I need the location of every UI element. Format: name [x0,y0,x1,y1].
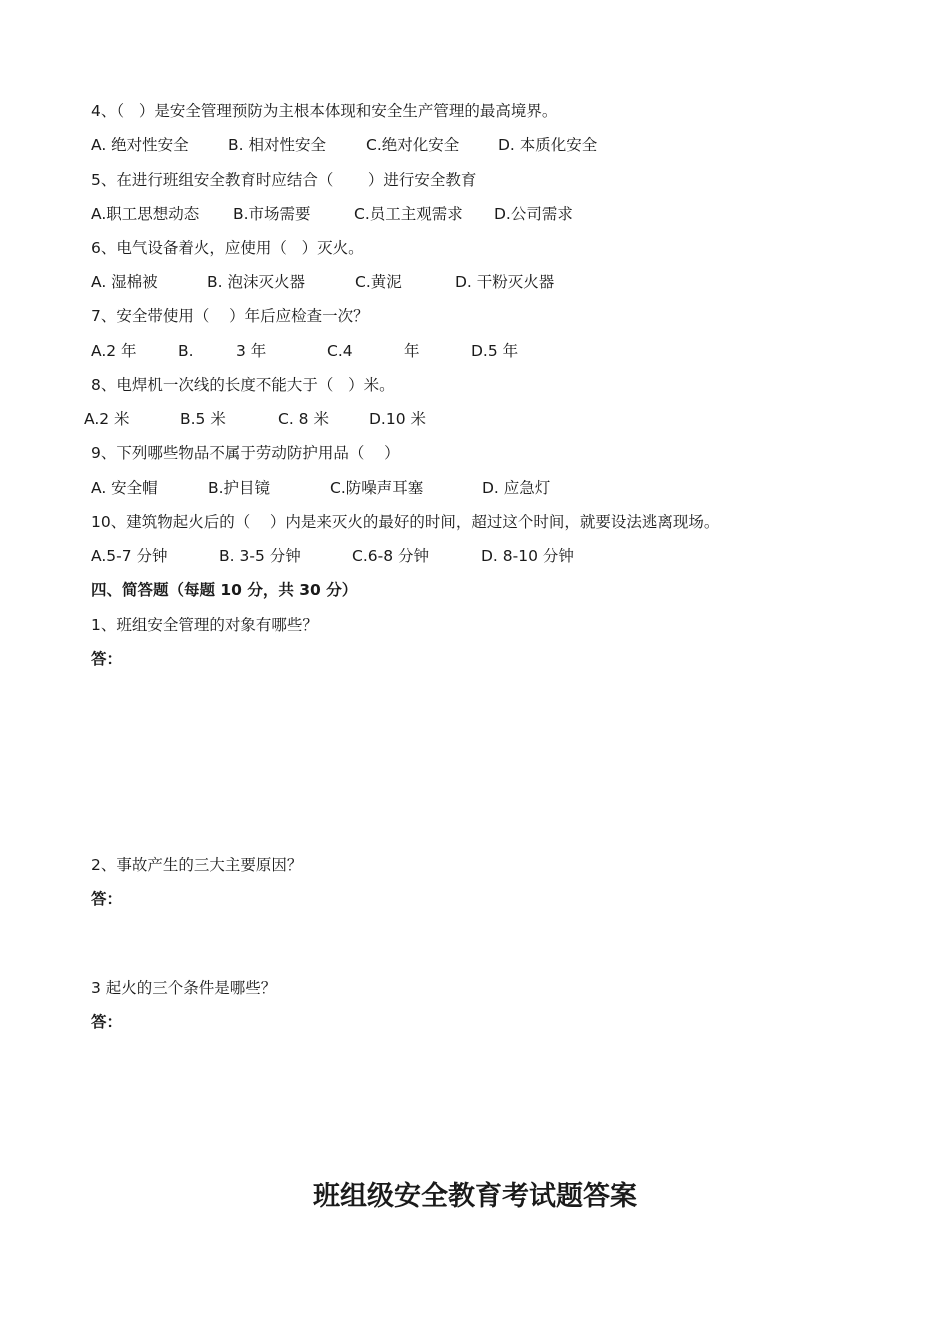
q5-option-d: D.公司需求 [494,205,573,223]
question-6: 6、电气设备着火，应使用（ ）灭火。 [91,239,364,257]
q6-option-a: A. 湿棉被 [91,273,158,291]
q8-option-a: A.2 米 [84,410,130,428]
q7-option-d: D.5 年 [471,342,519,360]
q6-option-b: B. 泡沫灭火器 [207,273,305,291]
q10-option-a: A.5-7 分钟 [91,547,168,565]
q9-option-a: A. 安全帽 [91,479,158,497]
q4-option-a: A. 绝对性安全 [91,136,189,154]
q8-option-c: C. 8 米 [278,410,329,428]
q8-option-b: B.5 米 [180,410,226,428]
question-4: 4、（ ）是安全管理预防为主根本体现和安全生产管理的最高境界。 [91,102,558,120]
q7-option-c: C.4 [327,342,353,360]
short-question-3: 3 起火的三个条件是哪些？ [91,979,277,997]
question-5: 5、在进行班组安全教育时应结合（ ）进行安全教育 [91,171,477,189]
q7-option-c-unit: 年 [404,342,420,360]
q6-option-d: D. 干粉灭火器 [455,273,555,291]
q4-option-c: C.绝对化安全 [366,136,460,154]
q8-option-d: D.10 米 [369,410,427,428]
question-9: 9、下列哪些物品不属于劳动防护用品（ ） [91,444,400,462]
q9-option-b: B.护目镜 [208,479,271,497]
q4-option-b: B. 相对性安全 [228,136,326,154]
q10-option-b: B. 3-5 分钟 [219,547,301,565]
section-4-heading: 四、简答题（每题 10 分，共 30 分） [91,581,358,599]
answer-label-2: 答： [91,890,123,908]
short-question-2: 2、事故产生的三大主要原因？ [91,856,303,874]
q7-option-b-value: 3 年 [236,342,267,360]
q9-option-c: C.防噪声耳塞 [330,479,424,497]
q7-option-b: B. [178,342,194,360]
answer-key-title: 班组级安全教育考试题答案 [313,1181,637,1212]
answer-label-3: 答： [91,1013,123,1031]
question-10: 10、建筑物起火后的（ ）内是来灭火的最好的时间，超过这个时间，就要设法逃离现场。 [91,513,720,531]
q7-option-a: A.2 年 [91,342,137,360]
question-7: 7、安全带使用（ ）年后应检查一次？ [91,307,369,325]
q5-option-b: B.市场需要 [233,205,311,223]
q5-option-a: A.职工思想动态 [91,205,200,223]
q10-option-c: C.6-8 分钟 [352,547,429,565]
short-question-1: 1、班组安全管理的对象有哪些？ [91,616,318,634]
q9-option-d: D. 应急灯 [482,479,551,497]
question-8: 8、电焊机一次线的长度不能大于（ ）米。 [91,376,395,394]
q6-option-c: C.黄泥 [355,273,402,291]
q10-option-d: D. 8-10 分钟 [481,547,574,565]
q4-option-d: D. 本质化安全 [498,136,598,154]
q5-option-c: C.员工主观需求 [354,205,463,223]
answer-label-1: 答： [91,650,123,668]
